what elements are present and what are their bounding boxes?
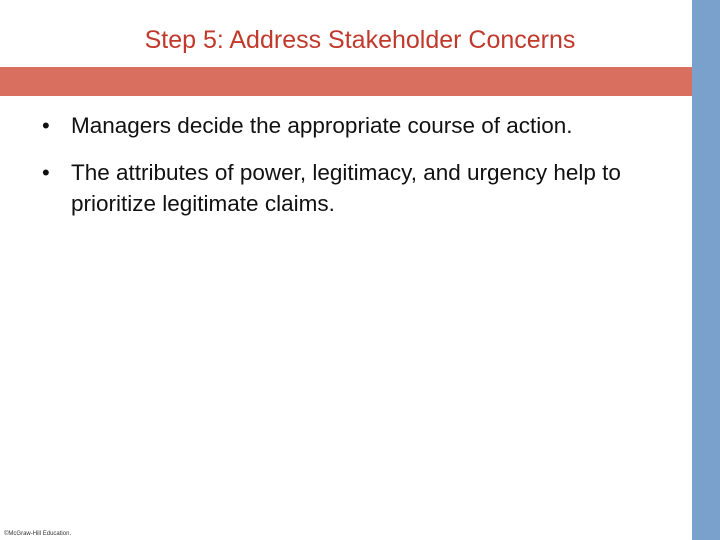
bullet-item — [42, 110, 684, 141]
slide-title: Step 5: Address Stakeholder Concerns — [144, 26, 576, 54]
bullet-item — [42, 157, 684, 219]
bullet-text: The attributes of power, legitimacy, and urgency help to prioritize legitimate claims. — [71, 160, 621, 216]
bullet-dot-icon: • — [42, 160, 50, 185]
side-accent-bar — [692, 0, 720, 540]
bullet-dot-icon: • — [42, 113, 50, 138]
bullet-list — [42, 110, 684, 235]
copyright-footer: ©McGraw-Hill Education. — [4, 531, 72, 537]
title-accent-band — [0, 67, 692, 96]
bullet-text: Managers decide the appropriate course of action. — [71, 113, 573, 138]
